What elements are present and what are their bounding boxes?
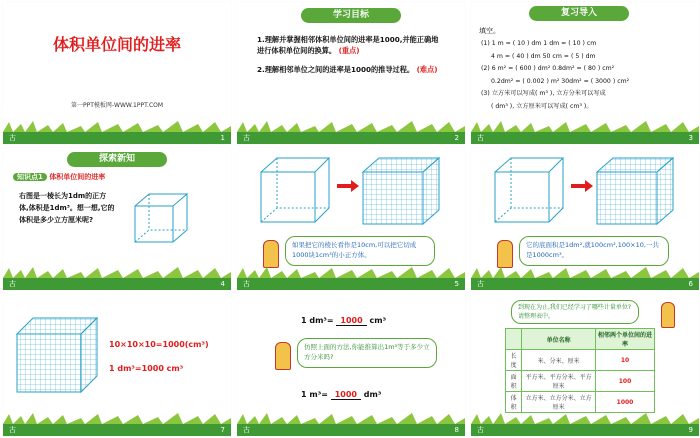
pencil-character-icon — [275, 342, 291, 370]
footer-left-text: 古 — [9, 426, 16, 434]
table-header — [506, 329, 522, 350]
table-cell: 100 — [596, 371, 655, 392]
table-header: 单位名称 — [522, 329, 596, 350]
heading-text: 探索新知 — [98, 154, 135, 164]
table-row — [506, 350, 655, 371]
slide-9[interactable] — [471, 294, 699, 436]
grass-decoration — [471, 264, 699, 278]
footer-left-text: 古 — [477, 134, 484, 142]
goal-item — [257, 34, 445, 56]
grid-cube — [361, 154, 443, 226]
slide-footer — [237, 424, 465, 436]
equation-1: 10×10×10=1000(cm³) — [109, 340, 209, 349]
slide-6[interactable] — [471, 148, 699, 290]
slide-footer — [237, 278, 465, 290]
slide-footer — [471, 424, 699, 436]
exercise-lines — [481, 38, 695, 113]
slide-8[interactable] — [237, 294, 465, 436]
equation-2: 1 dm³=1000 cm³ — [109, 364, 184, 373]
bubble-text: 到现在为止,我们已经学习了哪些计量单位?请整理表中。 — [518, 304, 632, 320]
table-cell: 体积 — [506, 392, 522, 413]
footer-left-text: 古 — [9, 280, 16, 288]
unit-cube-outline — [491, 154, 567, 226]
table-cell: 米、分米、厘米 — [522, 350, 596, 371]
slide-heading — [67, 152, 167, 167]
speech-bubble — [519, 236, 669, 266]
table-cell: 面积 — [506, 371, 522, 392]
footer-left-text: 古 — [477, 280, 484, 288]
slide-footer — [471, 132, 699, 144]
speech-bubble — [297, 338, 437, 368]
equation-answer: 1000 — [331, 390, 361, 400]
page-number: 5 — [454, 280, 459, 288]
exercise-line: (1) 1 m = ( 10 ) dm 1 dm = ( 10 ) cm — [481, 40, 597, 47]
equation-left: 1 dm³= — [301, 316, 334, 325]
slide-heading — [301, 8, 401, 23]
slide-footer — [3, 132, 231, 144]
grass-decoration — [471, 410, 699, 424]
grass-decoration — [3, 118, 231, 132]
fill-label: 填空。 — [479, 27, 500, 35]
exercise-line: ( dm³ ), 立方厘米可以写成( cm³ )。 — [491, 102, 593, 110]
table-cell: 1000 — [596, 392, 655, 413]
speech-bubble — [511, 300, 639, 324]
exercise-line: (3) 立方米可以写成( m³ ), 立方分米可以写成 — [481, 90, 606, 97]
page-number: 6 — [688, 280, 693, 288]
bottom-equation — [301, 390, 381, 399]
point-badge: 知识点1 — [13, 173, 47, 181]
speech-bubble — [285, 236, 435, 266]
heading-text: 学习目标 — [332, 10, 369, 20]
slide-footer — [471, 278, 699, 290]
slide-title: 体积单位间的进率 — [52, 35, 181, 54]
table-header-row — [506, 329, 655, 350]
pencil-character-icon — [661, 302, 675, 328]
grass-decoration — [237, 410, 465, 424]
slide-7[interactable] — [3, 294, 231, 436]
question-text: 右图是一棱长为1dm的正方体,体积是1dm³。想一想,它的体积是多少立方厘米呢? — [19, 192, 115, 224]
table-cell: 立方米、立方分米、立方厘米 — [522, 392, 596, 413]
grass-decoration — [3, 410, 231, 424]
slide-3[interactable] — [471, 2, 699, 144]
heading-text: 复习导入 — [560, 8, 597, 18]
page-number: 7 — [220, 426, 225, 434]
footer-left-text: 古 — [243, 134, 250, 142]
exercise-line: 4 m = ( 40 ) dm 50 cm = ( 5 ) dm — [491, 52, 596, 60]
page-number: 2 — [454, 134, 459, 142]
knowledge-point — [13, 172, 105, 182]
footer-left-text: 古 — [9, 134, 16, 142]
slide-5[interactable] — [237, 148, 465, 290]
grass-decoration — [471, 118, 699, 132]
table-row — [506, 371, 655, 392]
bubble-text: 如果把它的棱长看作是10cm,可以把它切成1000块1cm³的小正方体。 — [292, 241, 417, 259]
slide-1[interactable] — [3, 2, 231, 144]
equation-unit: cm³ — [369, 316, 387, 325]
slide-footer — [3, 278, 231, 290]
footer-left-text: 古 — [243, 426, 250, 434]
bubble-text: 它的底面积是1dm²,就100cm²,100×10,一共是1000cm³。 — [526, 241, 659, 259]
top-equation — [301, 316, 386, 325]
grid-cube — [15, 314, 101, 394]
footer-left-text: 古 — [477, 426, 484, 434]
page-number: 9 — [688, 426, 693, 434]
slide-heading — [529, 6, 629, 21]
bubble-text: 仿照上面的方法,你能推算出1m³等于多少立方分米吗? — [304, 343, 430, 361]
footer-left-text: 古 — [243, 280, 250, 288]
cube-diagram — [131, 190, 193, 246]
grass-decoration — [237, 118, 465, 132]
equation-unit: dm³ — [363, 390, 382, 399]
grass-decoration — [237, 264, 465, 278]
exercise-line: (2) 6 m² = ( 600 ) dm² 0.8dm² = ( 80 ) cm² — [481, 65, 615, 72]
grass-decoration — [3, 264, 231, 278]
equation-left: 1 m³= — [301, 390, 328, 399]
table-cell: 长度 — [506, 350, 522, 371]
page-number: 4 — [220, 280, 225, 288]
point-title: 体积单位间的进率 — [49, 173, 106, 181]
units-table — [505, 328, 655, 413]
difficult-point-badge: (难点) — [416, 65, 438, 74]
exercise-line: 0.2dm² = ( 0.002 ) m² 30dm² = ( 3000 ) cm² — [491, 77, 630, 85]
arrow-head-icon — [351, 180, 359, 192]
goal-text: 1.理解并掌握相邻体积单位间的进率是1000,并能正确地进行体积单位间的换算。 — [257, 35, 439, 55]
goal-list — [257, 34, 445, 75]
equation-answer: 1000 — [336, 316, 366, 326]
table-cell: 10 — [596, 350, 655, 371]
slide-footer — [237, 132, 465, 144]
table-header: 相邻两个单位间的进率 — [596, 329, 655, 350]
grid-cube — [595, 154, 677, 226]
slide-2[interactable] — [237, 2, 465, 144]
slide-4[interactable] — [3, 148, 231, 290]
table-cell: 平方米、平方分米、平方厘米 — [522, 371, 596, 392]
key-point-badge: (重点) — [338, 46, 360, 55]
goal-text: 2.理解相邻单位之间的进率是1000的推导过程。 — [257, 65, 415, 74]
page-number: 3 — [688, 134, 693, 142]
page-number: 8 — [454, 426, 459, 434]
arrow-head-icon — [585, 180, 593, 192]
unit-cube-outline — [257, 154, 333, 226]
slide-subtitle: 第一PPT模板网-WWW.1PPT.COM — [70, 102, 164, 109]
slide-footer — [3, 424, 231, 436]
page-number: 1 — [220, 134, 225, 142]
goal-item — [257, 64, 445, 75]
